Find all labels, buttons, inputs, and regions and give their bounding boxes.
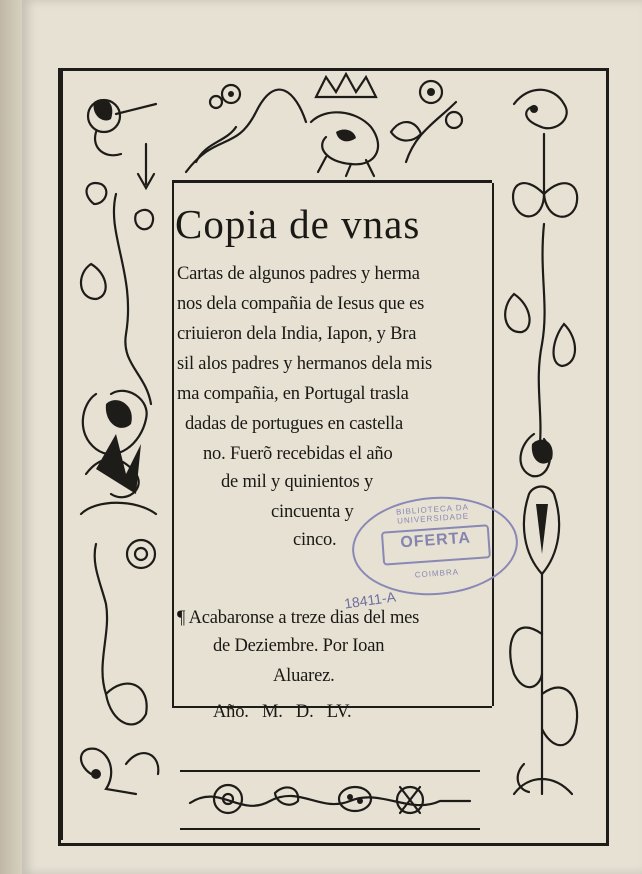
top-woodcut-ornament-icon xyxy=(176,72,476,180)
stamp-center-text: OFERTA xyxy=(399,529,472,552)
bottom-strip-bottom-rule xyxy=(180,828,480,830)
body-line: criuieron dela India, Iapon, y Bra xyxy=(177,324,417,344)
stamp-bottom-text: COIMBRA xyxy=(414,567,460,580)
imprint-date: Año. M. D. LV. xyxy=(213,702,352,722)
colophon-line: Aluarez. xyxy=(273,666,335,686)
body-line: nos dela compañia de Iesus que es xyxy=(177,294,425,314)
bottom-strip-top-rule xyxy=(180,770,480,772)
body-line: dadas de portugues en castella xyxy=(185,414,403,434)
colophon-line: de Deziembre. Por Ioan xyxy=(213,636,385,656)
left-woodcut-ornament-icon xyxy=(66,74,170,834)
body-line: cincuenta y xyxy=(271,502,354,522)
body-line: Cartas de algunos padres y herma xyxy=(177,264,420,284)
book-gutter xyxy=(0,0,22,874)
top-panel-bottom-rule xyxy=(172,180,492,183)
stamp-label-box xyxy=(381,524,491,565)
body-line: no. Fuerõ recebidas el año xyxy=(203,444,393,464)
body-line: de mil y quinientos y xyxy=(221,472,374,492)
shelfmark-number: 18411-A xyxy=(343,588,397,612)
body-line: sil alos padres y hermanos dela mis xyxy=(177,354,433,374)
top-panel-rule xyxy=(172,68,492,71)
body-line: ma compañia, en Portugal trasla xyxy=(177,384,409,404)
page-title: Copia de vnas xyxy=(175,201,421,247)
bottom-woodcut-ornament-icon xyxy=(180,773,480,827)
right-woodcut-ornament-icon xyxy=(494,74,598,834)
colophon-line: ¶ Acabaronse a treze dias del mes xyxy=(177,608,420,628)
body-line: cinco. xyxy=(293,530,337,550)
left-panel-rule xyxy=(60,68,63,840)
stamp-top-text: BIBLIOTECA DA UNIVERSIDADE xyxy=(395,502,470,526)
